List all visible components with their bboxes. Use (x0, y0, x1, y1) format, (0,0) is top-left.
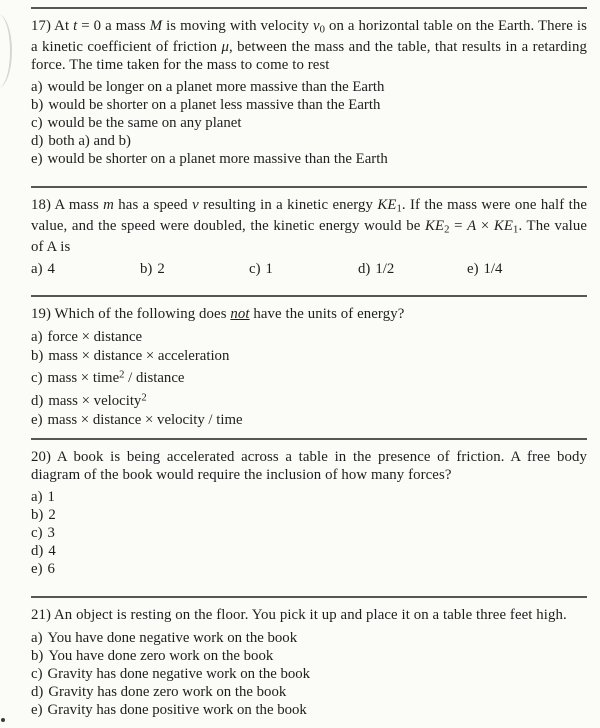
option-label: c) (31, 370, 43, 387)
options-row (31, 260, 587, 278)
option-text (48, 133, 131, 149)
option-a (31, 629, 587, 647)
superscript-text: 2 (141, 392, 147, 404)
text-run: would be the same on any planet (47, 115, 242, 132)
text-run: mass × time (47, 370, 120, 387)
option-a (31, 78, 587, 96)
option-b (31, 647, 587, 665)
option-b (140, 260, 249, 278)
option-c (31, 366, 587, 388)
option-text (48, 525, 55, 541)
option-label: e) (31, 561, 43, 578)
option-text (48, 543, 55, 559)
text-run: = 0 a mass (77, 18, 150, 34)
option-e (31, 411, 587, 430)
option-text (48, 561, 55, 577)
option-d (31, 542, 587, 560)
question-20 (31, 438, 587, 596)
text-run: is moving with velocity (162, 18, 313, 34)
subscript-text: 2 (444, 224, 450, 236)
option-label: b) (31, 647, 44, 664)
option-text (375, 261, 394, 277)
text-run: , between the mass and the table, that results in a retarding force. The time taken for the mass to come to rest (31, 38, 587, 73)
option-label: a) (31, 261, 43, 278)
option-text (48, 412, 243, 428)
option-label: d) (31, 392, 44, 409)
option-text (48, 684, 286, 700)
text-run: mass × distance × acceleration (48, 347, 230, 364)
question-19 (31, 295, 587, 438)
option-c (249, 260, 358, 278)
option-e (31, 150, 587, 168)
section-divider (31, 438, 587, 440)
option-label: a) (31, 629, 43, 646)
text-run: . If the mass were one half the value, and the speed were doubled, the kinetic energy would be (31, 197, 587, 234)
option-b (31, 506, 587, 524)
text-run: = (449, 217, 468, 234)
text-run: have the units of energy? (249, 306, 405, 322)
text-run: You have done negative work on the book (47, 629, 298, 646)
option-label: d) (31, 683, 44, 700)
text-run: 2 (48, 507, 56, 524)
text-run: 17) At (31, 18, 74, 34)
option-text (48, 79, 385, 95)
option-d (31, 132, 587, 150)
math-variable: KE (493, 217, 514, 234)
option-label: a) (31, 489, 43, 506)
text-run: force × distance (47, 328, 143, 345)
option-e (31, 560, 587, 578)
text-run: mass × velocity (48, 392, 142, 409)
option-e (467, 260, 502, 278)
option-d (358, 260, 467, 278)
option-label: c) (249, 261, 261, 278)
superscript-text: 2 (119, 369, 125, 381)
text-run: 2 (157, 261, 165, 278)
section-divider (31, 295, 587, 297)
section-divider (31, 596, 587, 598)
subscript-text: 1 (396, 203, 402, 215)
option-label: d) (358, 261, 371, 278)
option-text (48, 97, 380, 113)
text-run: 4 (48, 543, 56, 560)
subscript-text: 0 (319, 24, 326, 36)
option-label: e) (467, 261, 479, 278)
math-variable: KE (424, 217, 445, 234)
option-text (48, 666, 311, 682)
text-run: 1/4 (483, 261, 503, 278)
question-18 (31, 186, 587, 295)
option-text (48, 370, 185, 386)
option-label: a) (31, 79, 43, 96)
text-run: 1 (265, 261, 273, 278)
option-text (48, 393, 146, 409)
text-run: would be longer on a planet more massive than the Earth (47, 79, 385, 96)
option-text (48, 630, 298, 646)
option-label: b) (31, 507, 44, 524)
option-a (31, 260, 140, 278)
option-text (48, 702, 307, 718)
question-17 (31, 7, 587, 186)
text-run: would be shorter on a planet more massive than the Earth (47, 151, 388, 168)
math-variable: M (149, 18, 163, 34)
option-text (48, 507, 55, 523)
option-text (48, 151, 388, 167)
math-variable: v (192, 197, 199, 213)
text-run: . The value of A is (31, 217, 587, 255)
option-label: c) (31, 525, 43, 542)
option-label: a) (31, 328, 43, 345)
text-run: 1/2 (375, 261, 395, 278)
question-stem (31, 449, 587, 484)
math-variable: A (467, 217, 477, 234)
text-run: 1 (47, 489, 55, 506)
option-label: c) (31, 115, 43, 132)
option-label: d) (31, 133, 44, 150)
option-label: e) (31, 151, 43, 168)
text-run: resulting in a kinetic energy (198, 197, 378, 213)
question-stem (31, 607, 587, 625)
option-a (31, 328, 587, 347)
math-variable: m (103, 197, 114, 213)
text-run: 19) Which of the following does (31, 306, 231, 322)
option-text (484, 261, 503, 277)
section-divider (31, 7, 587, 9)
text-run: 6 (47, 561, 55, 578)
question-list (31, 7, 587, 727)
option-label: b) (31, 97, 44, 114)
option-text (266, 261, 273, 277)
option-label: d) (31, 543, 44, 560)
text-run: 20) A book is being accelerated across a table in the presence of friction. A free body diagram of the book would require the inclusion of how many forces? (31, 449, 587, 483)
emphasized-text: not (230, 306, 250, 322)
math-variable: t (73, 18, 78, 34)
option-d (31, 683, 587, 701)
option-c (31, 665, 587, 683)
question-stem (31, 197, 587, 256)
option-e (31, 701, 587, 719)
option-c (31, 524, 587, 542)
option-text (48, 329, 143, 345)
options-list (31, 78, 587, 168)
option-a (31, 488, 587, 506)
text-run: You have done zero work on the book (48, 647, 274, 664)
option-d (31, 388, 587, 410)
text-run: / distance (124, 370, 185, 387)
text-run: on a horizontal table on the Earth. There is a kinetic coefficient of friction (31, 18, 587, 55)
option-text (48, 261, 55, 277)
option-label: b) (140, 261, 153, 278)
option-label: e) (31, 411, 43, 428)
option-text (48, 648, 273, 664)
text-run: would be shorter on a planet less massive than the Earth (48, 97, 381, 114)
text-run: Gravity has done negative work on the book (47, 665, 311, 682)
options-list (31, 488, 587, 578)
question-21 (31, 596, 587, 727)
option-b (31, 96, 587, 114)
subscript-text: 1 (513, 224, 519, 236)
math-variable: v (312, 18, 320, 34)
section-divider (31, 186, 587, 188)
option-c (31, 114, 587, 132)
math-variable: μ (221, 38, 229, 55)
option-text (48, 489, 55, 505)
text-run: both a) and b) (48, 133, 131, 150)
option-label: e) (31, 701, 43, 718)
options-list (31, 328, 587, 430)
text-run: 21) An object is resting on the floor. You pick it up and place it on a table three feet high. (31, 607, 567, 623)
text-run: has a speed (113, 197, 193, 213)
text-run: 3 (47, 525, 55, 542)
option-text (48, 348, 229, 364)
text-run: Gravity has done zero work on the book (48, 683, 287, 700)
text-run: 18) A mass (31, 197, 104, 213)
option-b (31, 347, 587, 366)
option-label: b) (31, 347, 44, 364)
option-text (48, 115, 242, 131)
math-variable: KE (377, 197, 397, 213)
option-label: c) (31, 665, 43, 682)
options-list (31, 629, 587, 719)
text-run: × (476, 217, 494, 234)
option-text (157, 261, 164, 277)
text-run: Gravity has done positive work on the book (47, 701, 307, 718)
question-stem (31, 18, 587, 74)
text-run: mass × distance × velocity / time (47, 411, 243, 428)
question-stem (31, 306, 587, 324)
text-run: 4 (47, 261, 55, 278)
